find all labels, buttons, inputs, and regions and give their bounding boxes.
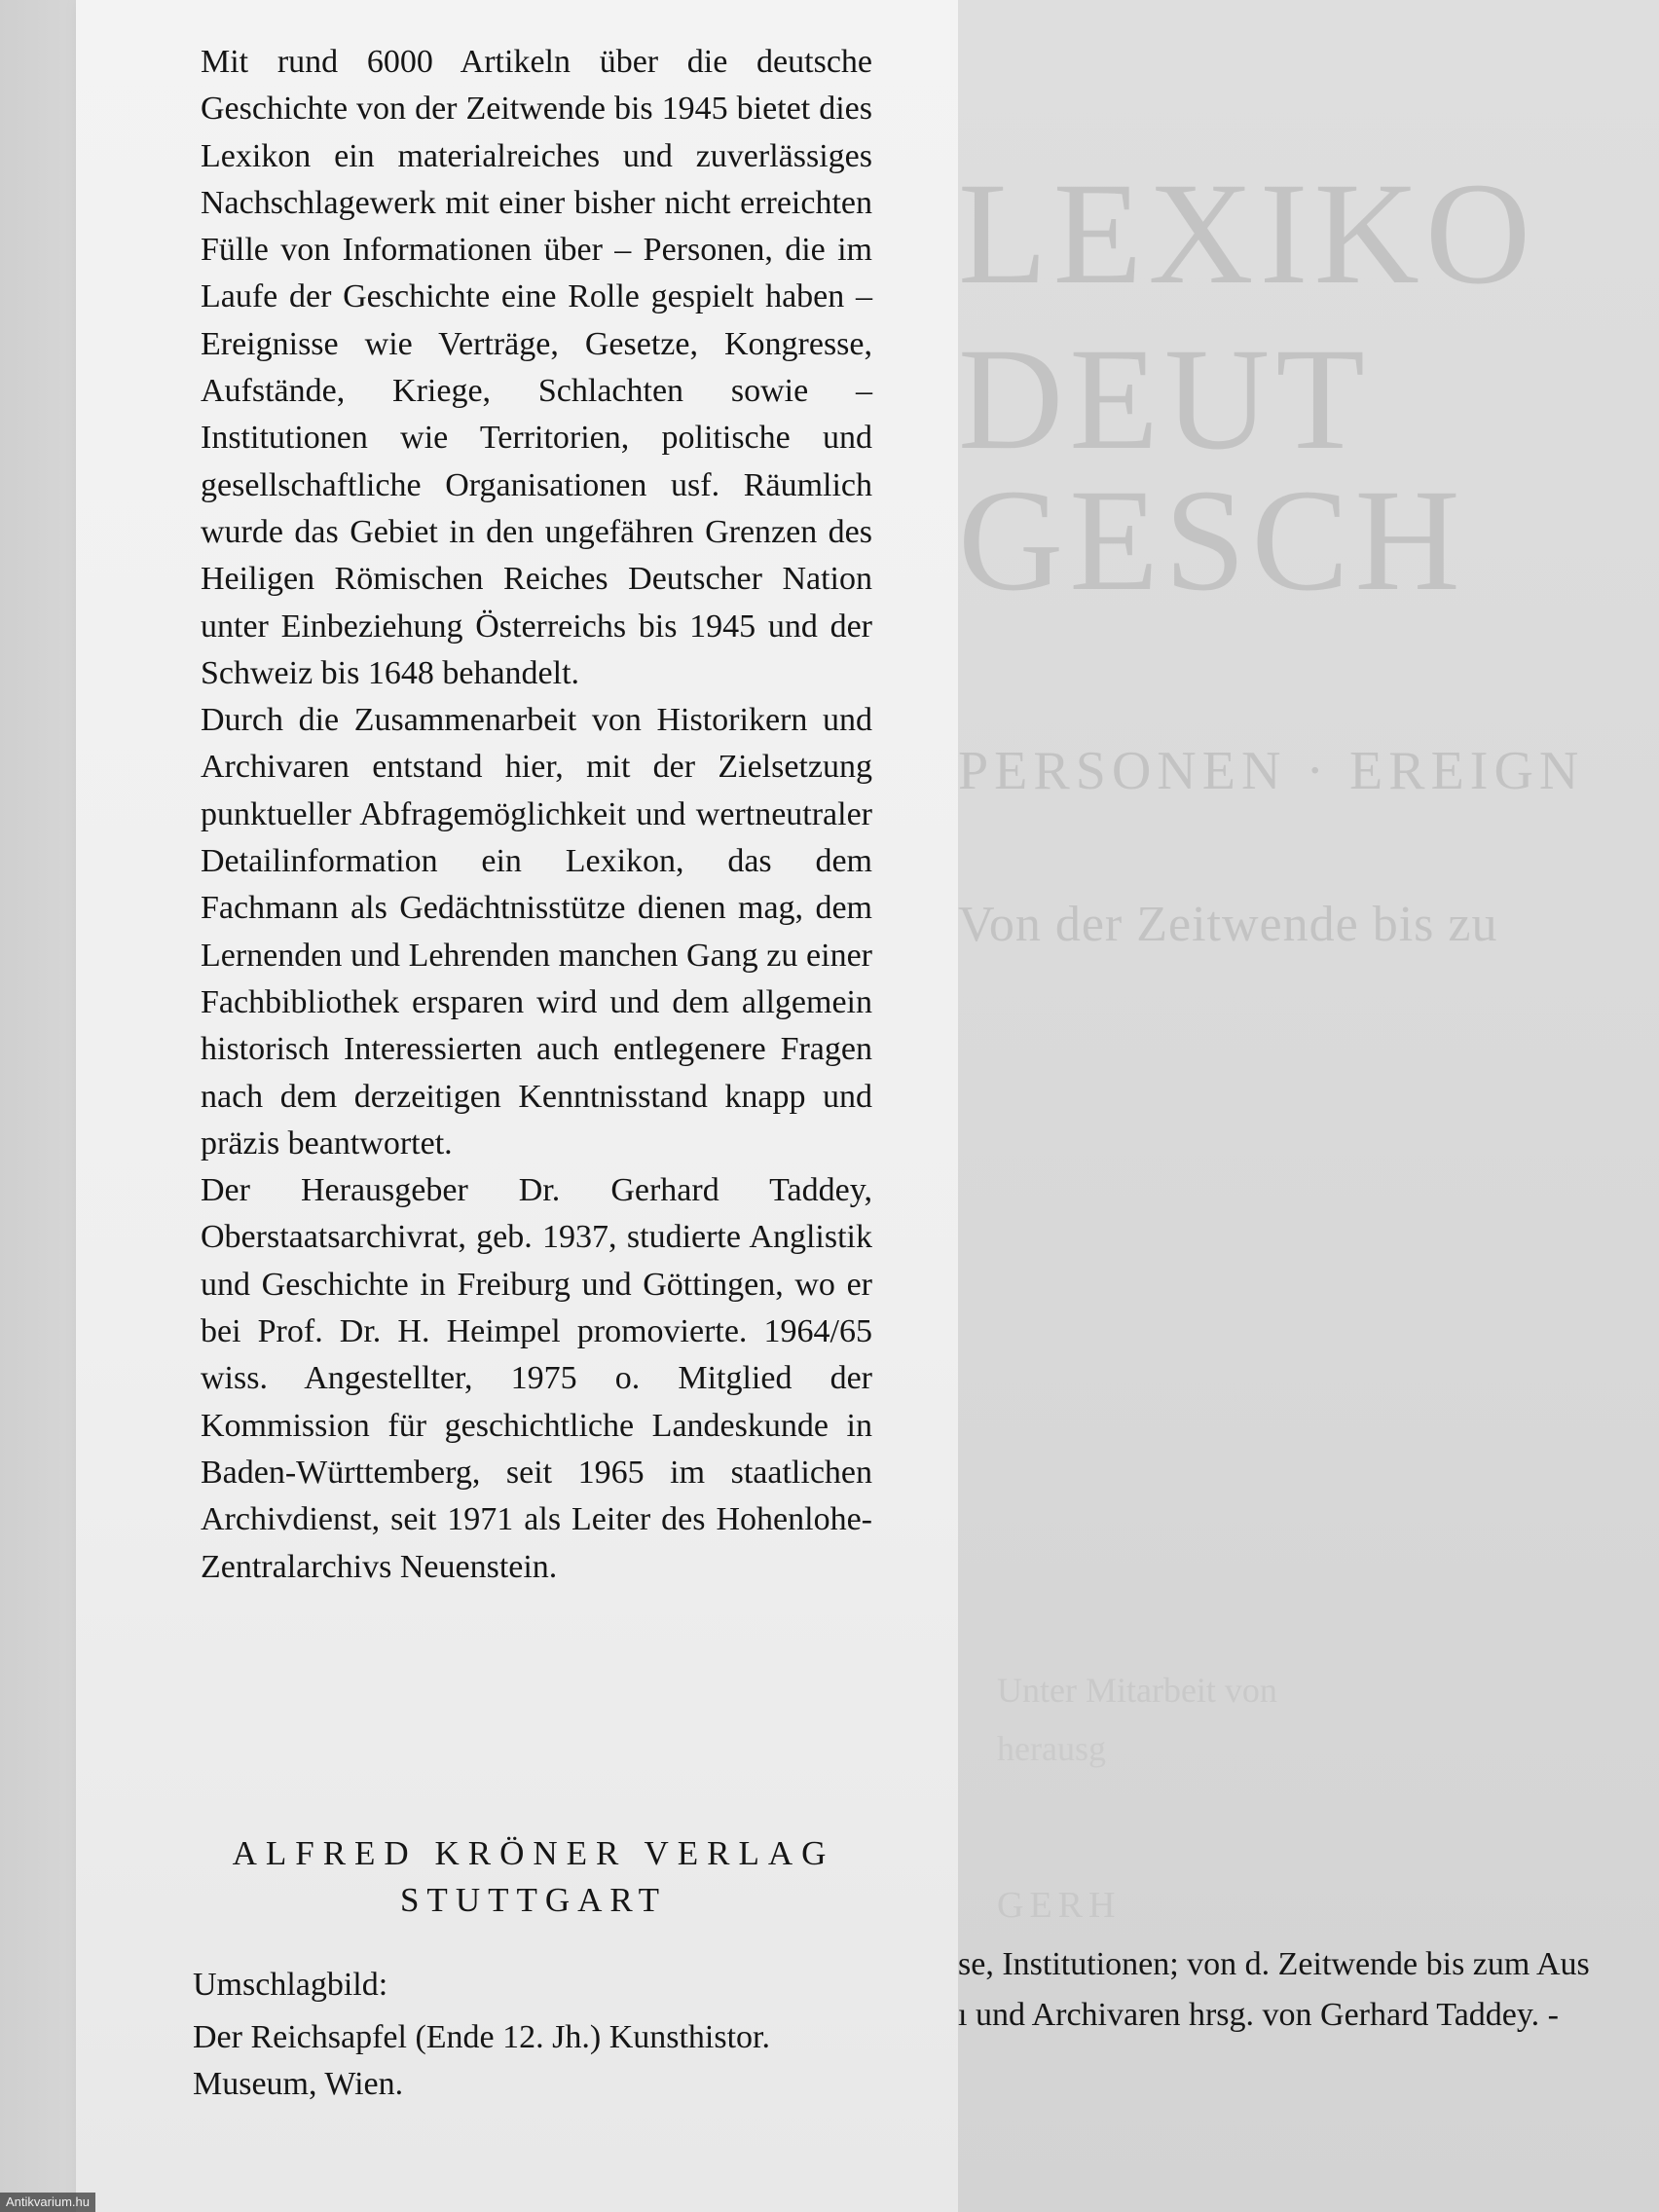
publisher-city: STUTTGART [399, 1881, 668, 1919]
catalog-entry-text [958, 1939, 1659, 2041]
subtitle-ghost-line: PERSONEN · EREIGN [958, 741, 1585, 801]
site-watermark: Antikvarium.hu [0, 2193, 95, 2212]
flap-paragraph-purpose: Durch die Zusammenarbeit von Historikern und Archivaren entstand hier, mit der Zielsetzung punktueller Abfragemöglichkeit und wertneutraler Detailinformation ein Lexikon, das dem Fachmann als Gedächtnisstütze dienen mag, dem Lernenden und Lehrenden manchen Gang zu einer Fachbibliothek ersparen wird und dem allgemein historisch Interessierten auch entlegenere Fragen nach dem derzeitigen Kenntnisstand knapp und präzis beantwortet. [201, 702, 872, 1161]
dust-jacket-flap [76, 0, 958, 2212]
editor-ghost-line: herausg [997, 1729, 1106, 1768]
cover-credit-line-1: Der Reichsapfel (Ende 12. Jh.) Kunsthistor. [193, 2019, 770, 2055]
catalog-line-1: se, Institutionen; von d. Zeitwende bis zum Aus [958, 1946, 1590, 1982]
publisher-imprint [193, 1830, 874, 1924]
cover-credit-label: Umschlagbild: [193, 1967, 388, 2003]
title-ghost-line-2: DEUT [958, 326, 1371, 472]
timespan-ghost-line: Von der Zeitwende bis zu [958, 897, 1498, 952]
title-ghost-line-1: LEXIKO [958, 161, 1537, 307]
flap-paragraph-intro: Mit rund 6000 Artikeln über die deutsche Geschichte von der Zeitwende bis 1945 bietet dies Lexikon ein materialreiches und zuverlässiges Nachschlagewerk mit einer bisher nicht erreichten Fülle von Informationen über – Personen, die im Laufe der Geschichte eine Rolle gespielt haben – Ereignisse wie Verträge, Gesetze, Kongresse, Aufstände, Kriege, Schlachten sowie – Institutionen wie Territorien, politische und gesellschaftliche Organisationen usf. Räumlich wurde das Gebiet in den ungefähren Grenzen des Heiligen Römischen Reiches Deutscher Nation unter Einbeziehung Österreichs bis 1945 und der Schweiz bis 1648 behandelt. [201, 44, 872, 691]
contributors-ghost-line: Unter Mitarbeit von [997, 1671, 1277, 1710]
title-ghost-line-3: GESCH [958, 467, 1466, 613]
editor-name-ghost-line: GERH [997, 1885, 1122, 1926]
publisher-name: ALFRED KRÖNER VERLAG [232, 1834, 835, 1872]
cover-image-credit [193, 1962, 894, 2108]
flap-description [201, 39, 872, 1591]
catalog-line-2: ı und Archivaren hrsg. von Gerhard Taddey. - [958, 1997, 1559, 2033]
faded-title-page [958, 0, 1659, 2212]
cover-credit-line-2: Museum, Wien. [193, 2066, 404, 2102]
flap-paragraph-editor: Der Herausgeber Dr. Gerhard Taddey, Oberstaatsarchivrat, geb. 1937, studierte Anglistik und Geschichte in Freiburg und Göttingen, wo er bei Prof. Dr. H. Heimpel promovierte. 1964/65 wiss. Angestellter, 1975 o. Mitglied der Kommission für geschichtliche Landeskunde in Baden-Württemberg, seit 1965 im staatlichen Archivdienst, seit 1971 als Leiter des Hohenlohe-Zentralarchivs Neuenstein. [201, 1172, 872, 1585]
